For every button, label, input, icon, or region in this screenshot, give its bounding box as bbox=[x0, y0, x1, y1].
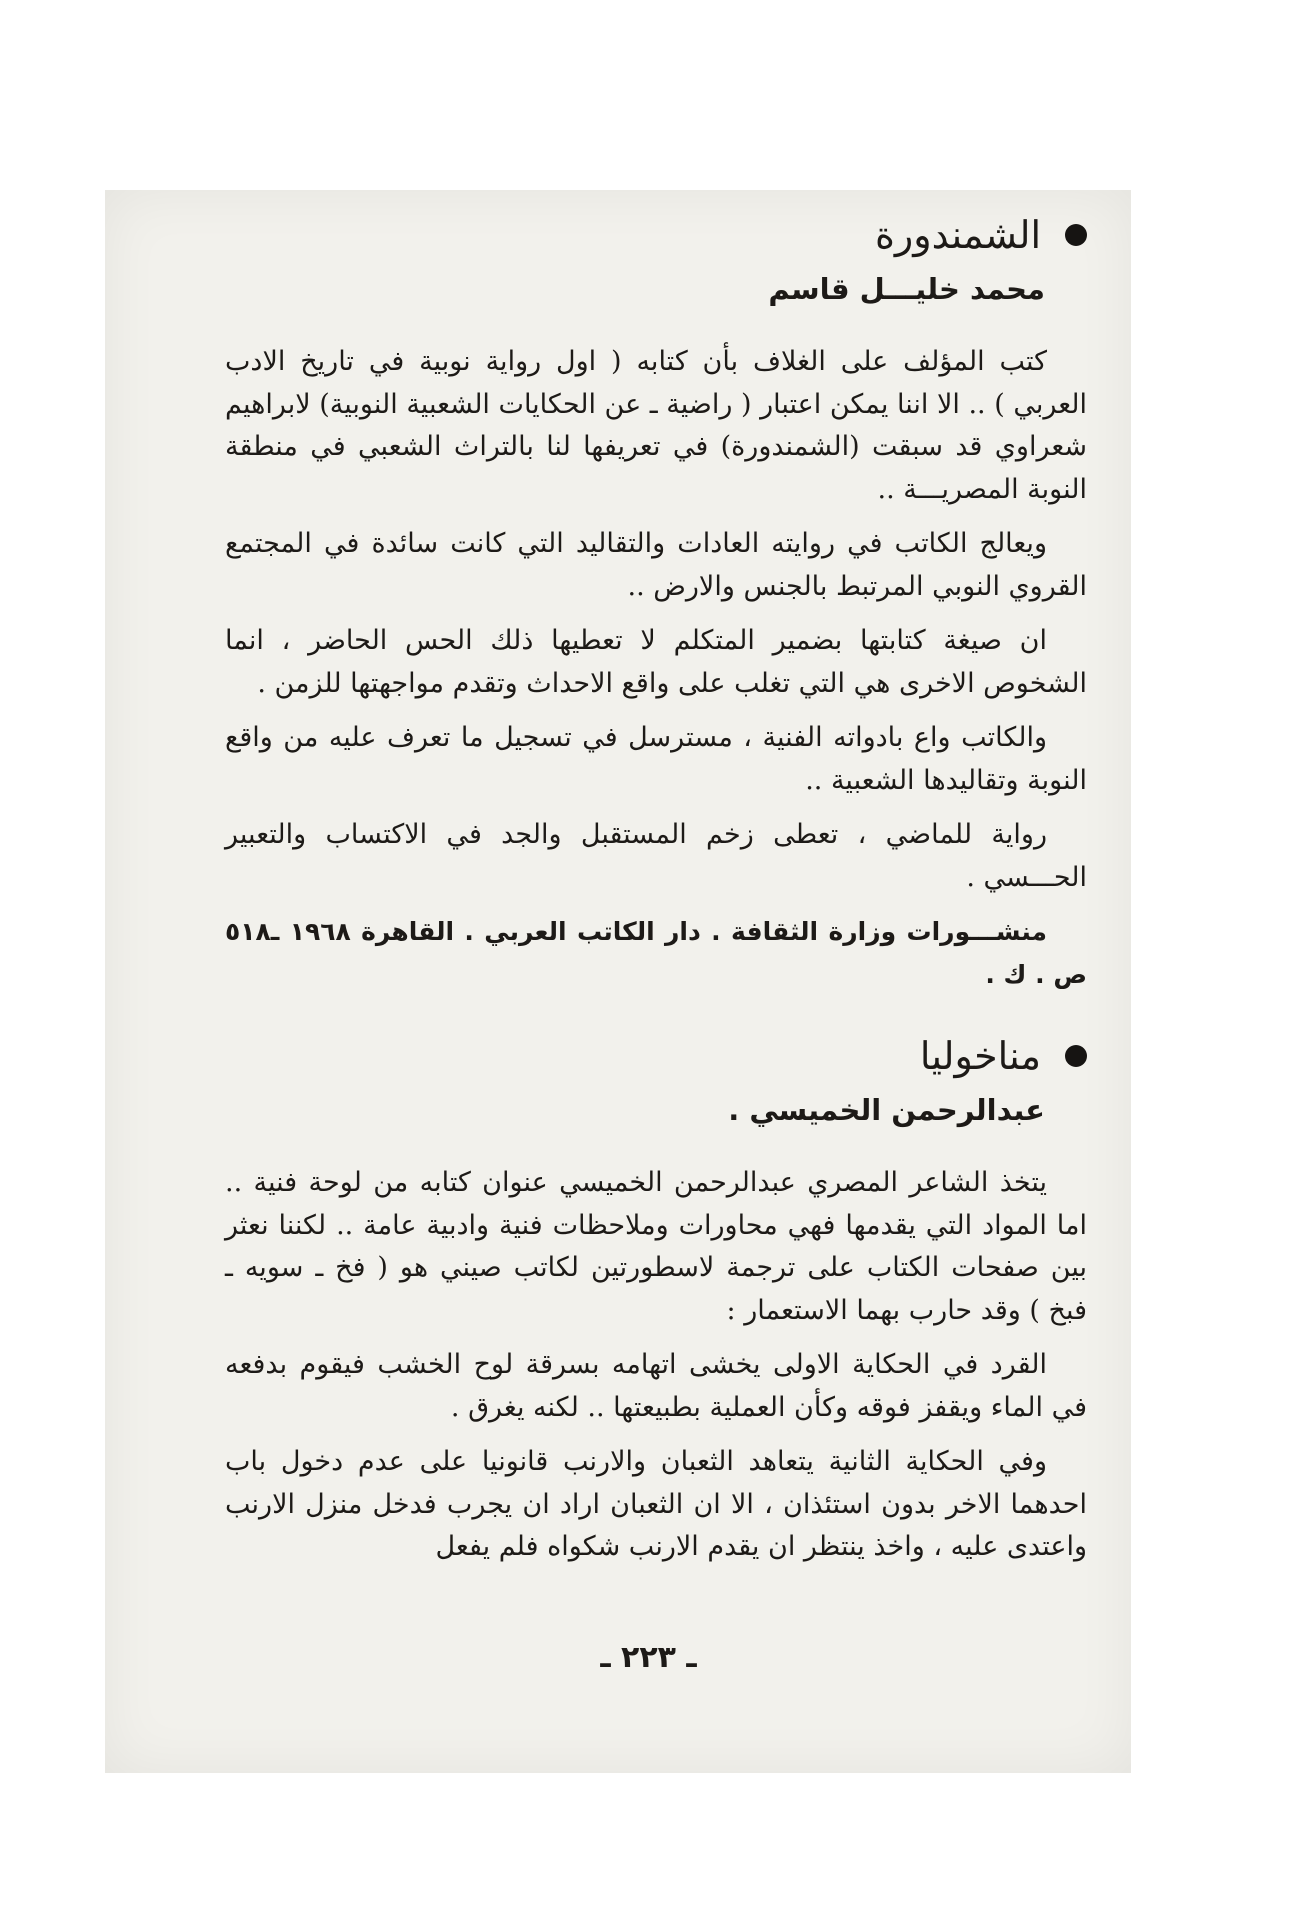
paragraph: وفي الحكاية الثانية يتعاهد الثعبان والارنب قانونيا على عدم دخول باب احدهما الاخر بدون استئذان ، الا ان الثعبان اراد ان يجرب فدخل منزل الارنب واعتدى عليه ، واخذ ينتظر ان يقدم الارنب شكواه فلم يفعل bbox=[225, 1446, 1087, 1562]
paragraph: كتب المؤلف على الغلاف بأن كتابه ( اول رواية نوبية في تاريخ الادب العربي ) .. الا اننا يمكن اعتبار ( راضية ـ عن الحكايات الشعبية النوبية) لابراهيم شعراوي قد سبقت (الشمندورة) في تعريفها لنا بالتراث الشعبي في منطقة النوبة المصريـــة .. bbox=[225, 346, 1087, 505]
book-author: محمد خليـــل قاسم bbox=[768, 272, 1045, 306]
paragraph: ويعالج الكاتب في روايته العادات والتقاليد التي كانت سائدة في المجتمع القروي النوبي المرتبط بالجنس والارض .. bbox=[225, 528, 1087, 602]
review-section-2 bbox=[225, 1026, 1087, 1569]
section-heading bbox=[225, 1026, 1087, 1086]
page-number: ـ ٢٢٣ ـ bbox=[600, 1640, 697, 1675]
page-content bbox=[225, 205, 1087, 1581]
paragraph: يتخذ الشاعر المصري عبدالرحمن الخميسي عنوان كتابه من لوحة فنية .. اما المواد التي يقدمها فهي محاورات وملاحظات فنية وادبية عامة .. لكننا نعثر بين صفحات الكتاب على ترجمة لاسطورتين لكاتب صيني هو ( فخ ـ سويه ـ فبخ ) وقد حارب بهما الاستعمار : bbox=[225, 1167, 1087, 1326]
review-section-1 bbox=[225, 205, 1087, 996]
section-heading bbox=[225, 205, 1087, 265]
paragraph: القرد في الحكاية الاولى يخشى اتهامه بسرقة لوح الخشب فيقوم بدفعه في الماء ويقفز فوقه وكأن العملية بطبيعتها .. لكنه يغرق . bbox=[225, 1349, 1087, 1423]
paragraph: ان صيغة كتابتها بضمير المتكلم لا تعطيها ذلك الحس الحاضر ، انما الشخوص الاخرى هي التي تغلب على واقع الاحداث وتقدم مواجهتها للزمن . bbox=[225, 625, 1087, 699]
paragraph: والكاتب واع بادواته الفنية ، مسترسل في تسجيل ما تعرف عليه من واقع النوبة وتقاليدها الشعبية .. bbox=[225, 722, 1087, 796]
publication-info: منشـــورات وزارة الثقافة . دار الكاتب العربي . القاهرة ١٩٦٨ ـ٥١٨ ص . ك . bbox=[225, 917, 1087, 989]
book-title: الشمندورة bbox=[874, 213, 1041, 257]
bullet-dot-icon bbox=[1065, 1045, 1087, 1067]
bullet-dot-icon bbox=[1065, 224, 1087, 246]
book-author: عبدالرحمن الخميسي . bbox=[728, 1093, 1045, 1127]
book-title: مناخوليا bbox=[919, 1034, 1041, 1078]
paragraph: رواية للماضي ، تعطى زخم المستقبل والجد في الاكتساب والتعبير الحـــسي . bbox=[225, 819, 1087, 893]
